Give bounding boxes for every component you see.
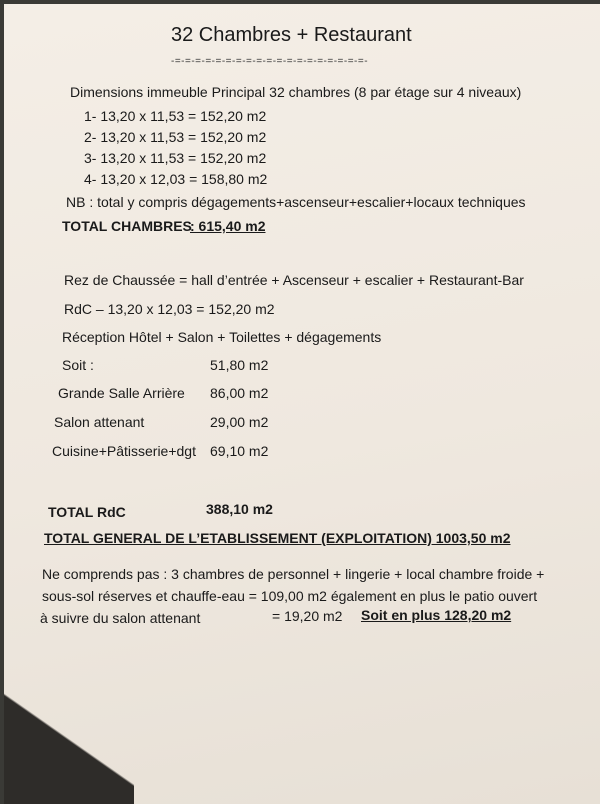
area-label: Soit : <box>62 357 94 373</box>
total-general: TOTAL GENERAL DE L’ETABLISSEMENT (EXPLOITATION) 1003,50 m2 <box>44 530 511 546</box>
total-rdc-label: TOTAL RdC <box>48 504 126 520</box>
total-rdc-value: 388,10 m2 <box>206 501 273 517</box>
shadow-corner <box>4 654 134 804</box>
area-value: 51,80 m2 <box>210 357 269 373</box>
title-separator: -=-=-=-=-=-=-=-=-=-=-=-=-=-=-=-=-=-=-=- <box>171 56 369 67</box>
floor-line: 3- 13,20 x 11,53 = 152,20 m2 <box>84 150 267 166</box>
note-line: à suivre du salon attenant <box>40 610 201 626</box>
note-line: Ne comprends pas : 3 chambres de personnel + lingerie + local chambre froide + <box>42 566 545 582</box>
area-value: 86,00 m2 <box>210 385 269 401</box>
area-value: 29,00 m2 <box>210 414 269 430</box>
patio-area: = 19,20 m2 <box>272 608 343 624</box>
floor-line: 4- 13,20 x 12,03 = 158,80 m2 <box>84 171 268 187</box>
area-value: 69,10 m2 <box>210 443 269 459</box>
area-label: Cuisine+Pâtisserie+dgt <box>52 443 196 459</box>
document-page <box>4 4 600 804</box>
note-line: sous-sol réserves et chauffe-eau = 109,00 m2 également en plus le patio ouvert <box>42 588 538 604</box>
dimensions-heading: Dimensions immeuble Principal 32 chambres (8 par étage sur 4 niveaux) <box>70 84 522 100</box>
total-chambres-label: TOTAL CHAMBRES <box>62 218 192 234</box>
floor-line: 1- 13,20 x 11,53 = 152,20 m2 <box>84 108 267 124</box>
area-label: Grande Salle Arrière <box>58 385 185 401</box>
rdc-heading: Rez de Chaussée = hall d’entrée + Ascenseur + escalier + Restaurant-Bar <box>64 272 524 288</box>
document-title: 32 Chambres + Restaurant <box>171 24 412 46</box>
extra-total: Soit en plus 128,20 m2 <box>361 607 512 623</box>
nb-note: NB : total y compris dégagements+ascenseur+escalier+locaux techniques <box>66 194 526 210</box>
rdc-dimensions: RdC – 13,20 x 12,03 = 152,20 m2 <box>64 301 275 317</box>
total-chambres-value: : 615,40 m2 <box>190 218 266 234</box>
reception-line: Réception Hôtel + Salon + Toilettes + dégagements <box>62 329 382 345</box>
area-label: Salon attenant <box>54 414 145 430</box>
floor-line: 2- 13,20 x 11,53 = 152,20 m2 <box>84 129 267 145</box>
